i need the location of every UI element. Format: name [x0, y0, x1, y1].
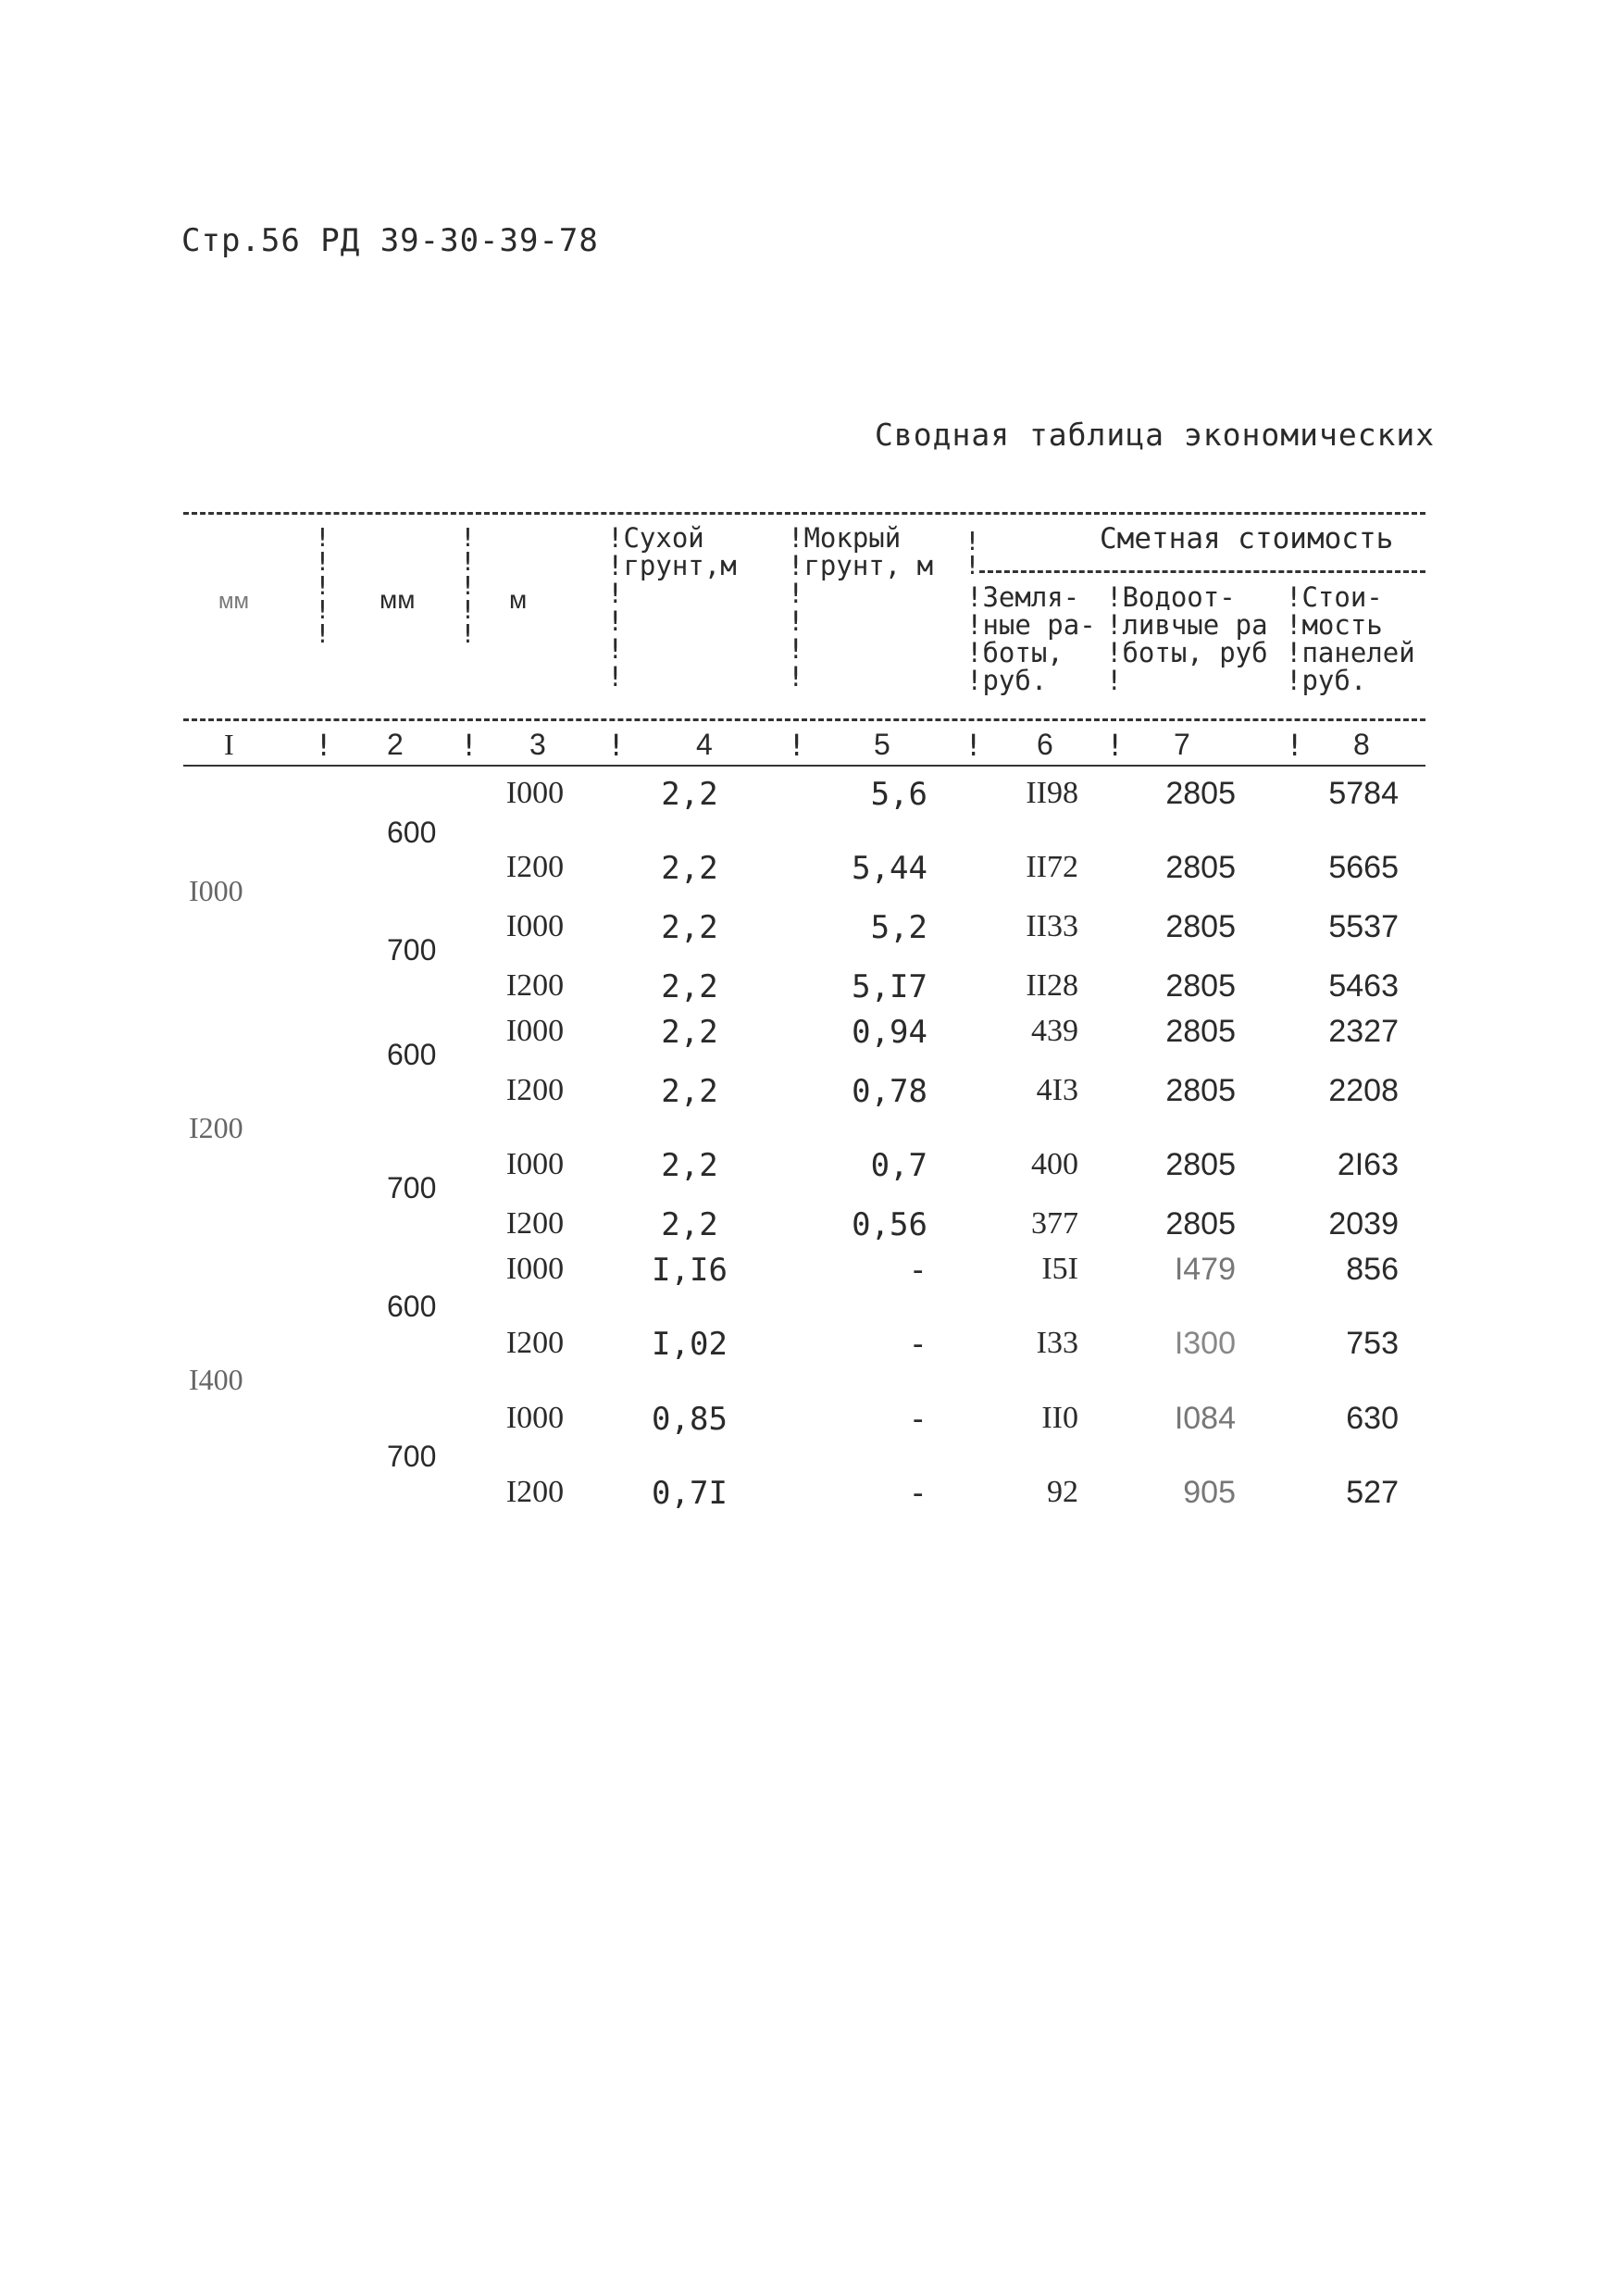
cell-col3: I200 [505, 1475, 565, 1509]
cell-col7: 2805 [1165, 1147, 1236, 1182]
column-separator: ! [607, 728, 626, 763]
cell-col3: I000 [505, 776, 565, 810]
cell-col4: 2,2 [661, 776, 718, 813]
group-label: I000 [189, 874, 243, 907]
cell-col7: 2805 [1165, 1073, 1236, 1108]
column-separator: ! [315, 728, 333, 763]
header-separator: ! ! [965, 526, 980, 580]
cell-col4: 2,2 [661, 1206, 718, 1243]
top-rule [183, 512, 1425, 515]
column-separator: ! [788, 728, 806, 763]
cell-col8: 753 [1346, 1326, 1399, 1361]
cell-col7: I084 [1174, 1401, 1236, 1436]
column-number: 2 [387, 728, 404, 761]
col7-header: !Водоот- !ливчые ра !боты, руб ! [1106, 581, 1268, 696]
cell-col4: 2,2 [661, 968, 718, 1005]
col1-unit: мм [218, 589, 249, 614]
column-separator: ! [1286, 728, 1304, 763]
cell-col4: 2,2 [661, 1073, 718, 1110]
cell-col5: 5,6 [870, 776, 927, 813]
cell-col3: I000 [505, 1147, 565, 1181]
cell-col3: I200 [505, 968, 565, 1003]
cell-col6: II33 [1026, 909, 1078, 943]
column-number: 3 [529, 728, 546, 761]
header-bottom-rule [183, 718, 1425, 721]
col2-unit: мм [380, 585, 416, 614]
cell-col5: 0,7 [870, 1147, 927, 1184]
cell-col5: - [908, 1475, 927, 1512]
cell-col6: II72 [1026, 850, 1078, 884]
column-number: 5 [874, 728, 890, 761]
cell-col3: I200 [505, 1073, 565, 1107]
cell-col7: 2805 [1165, 968, 1236, 1004]
cell-col7: 2805 [1165, 776, 1236, 811]
column-number-underline [183, 765, 1425, 767]
cell-col5: 5,I7 [852, 968, 927, 1005]
cell-col6: I5I [1041, 1252, 1078, 1286]
cell-col6: 4I3 [1036, 1073, 1078, 1107]
cell-col5: - [908, 1401, 927, 1438]
column-number: 4 [696, 728, 713, 761]
subgroup-label: 700 [387, 1440, 437, 1473]
subgroup-label: 700 [387, 1171, 437, 1204]
cell-col3: I000 [505, 909, 565, 943]
cell-col4: 0,85 [652, 1401, 728, 1438]
col3-unit: м [509, 585, 528, 614]
cell-col5: - [908, 1326, 927, 1363]
column-number: 6 [1037, 728, 1053, 761]
cell-col4: I,02 [652, 1326, 728, 1363]
cell-col7: I300 [1174, 1326, 1236, 1361]
cell-col7: 2805 [1165, 850, 1236, 885]
cell-col5: 0,78 [852, 1073, 927, 1110]
cell-col4: 0,7I [652, 1475, 728, 1512]
cell-col5: 5,44 [852, 850, 927, 887]
column-separator: ! [965, 728, 983, 763]
cell-col4: 2,2 [661, 1147, 718, 1184]
cell-col3: I000 [505, 1252, 565, 1286]
page-header: Стр.56 РД 39-30-39-78 [181, 222, 599, 259]
cell-col5: 0,56 [852, 1206, 927, 1243]
cell-col5: - [908, 1252, 927, 1289]
cell-col6: 92 [1047, 1475, 1078, 1509]
cell-col6: 377 [1031, 1206, 1078, 1241]
column-separator: ! [460, 728, 479, 763]
col8-header: !Стои- !мость !панелей !руб. [1286, 581, 1415, 696]
cell-col6: 400 [1031, 1147, 1078, 1181]
col5-header: !Мокрый !грунт, м ! ! ! ! [788, 522, 934, 693]
cell-col6: II98 [1026, 776, 1078, 810]
col4-header: !Сухой !грунт,м ! ! ! ! [607, 522, 737, 693]
column-number: I [224, 728, 234, 761]
cell-col7: 905 [1183, 1475, 1236, 1510]
cell-col3: I000 [505, 1401, 565, 1435]
cell-col8: 2327 [1328, 1014, 1399, 1049]
group-label: I400 [189, 1363, 243, 1396]
cell-col7: 2805 [1165, 909, 1236, 944]
cell-col4: 2,2 [661, 850, 718, 887]
column-number: 8 [1353, 728, 1370, 761]
cost-group-header: Сметная стоимость [1100, 522, 1394, 555]
col6-header: !Земля- !ные ра- !боты, !руб. [966, 581, 1096, 696]
column-separator: ! [1106, 728, 1125, 763]
cell-col4: 2,2 [661, 909, 718, 946]
header-separator: ! ! ! ! ! [315, 522, 330, 649]
cell-col8: 5463 [1328, 968, 1399, 1004]
cell-col5: 0,94 [852, 1014, 927, 1051]
cell-col6: II0 [1041, 1401, 1078, 1435]
cell-col8: 5784 [1328, 776, 1399, 811]
group-label: I200 [189, 1111, 243, 1144]
cell-col7: I479 [1174, 1252, 1236, 1287]
subgroup-label: 600 [387, 1038, 437, 1071]
subgroup-label: 700 [387, 933, 437, 967]
cell-col7: 2805 [1165, 1206, 1236, 1242]
cell-col5: 5,2 [870, 909, 927, 946]
column-number: 7 [1174, 728, 1190, 761]
cell-col6: 439 [1031, 1014, 1078, 1048]
cell-col3: I200 [505, 1206, 565, 1241]
subgroup-label: 600 [387, 816, 437, 849]
cell-col3: I200 [505, 850, 565, 884]
cell-col8: 5665 [1328, 850, 1399, 885]
cell-col8: 2039 [1328, 1206, 1399, 1242]
header-separator: ! ! ! ! ! [460, 522, 476, 649]
cell-col6: I33 [1036, 1326, 1078, 1360]
subgroup-label: 600 [387, 1290, 437, 1323]
cell-col8: 856 [1346, 1252, 1399, 1287]
cell-col3: I000 [505, 1014, 565, 1048]
table-title: Сводная таблица экономических [875, 417, 1436, 453]
cell-col4: 2,2 [661, 1014, 718, 1051]
cell-col3: I200 [505, 1326, 565, 1360]
cell-col8: 527 [1346, 1475, 1399, 1510]
cell-col8: 2208 [1328, 1073, 1399, 1108]
cell-col6: II28 [1026, 968, 1078, 1003]
cell-col8: 2I63 [1337, 1147, 1399, 1182]
cell-col4: I,I6 [652, 1252, 728, 1289]
cell-col8: 630 [1346, 1401, 1399, 1436]
cell-col8: 5537 [1328, 909, 1399, 944]
cell-col7: 2805 [1165, 1014, 1236, 1049]
cost-group-rule [979, 570, 1425, 573]
